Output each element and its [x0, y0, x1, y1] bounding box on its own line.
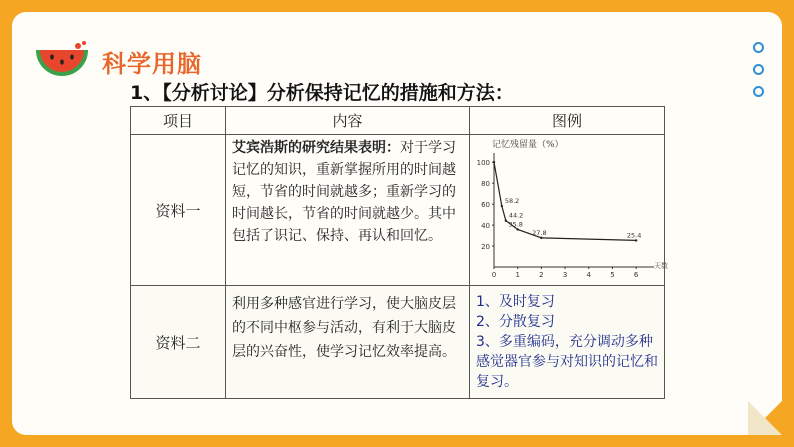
data-label: 58.2: [504, 197, 520, 206]
x-tick-label: 2: [539, 271, 544, 279]
x-tick-label: 1: [515, 271, 520, 279]
chart-title: 记忆残留量（%）: [492, 140, 564, 150]
decorative-dots: [753, 42, 764, 108]
row-label: 资料二: [131, 286, 226, 399]
row-content: 利用多种感官进行学习，使大脑皮层的不同中枢参与活动，有利于大脑皮层的兴奋性，使学习记忆效率提高。: [226, 286, 470, 399]
list-item: 1、及时复习: [476, 294, 555, 310]
row-content: [226, 135, 470, 286]
section-subtitle: 1、【分析讨论】分析保持记忆的措施和方法：: [130, 82, 514, 104]
x-tick-label: 5: [610, 271, 615, 279]
column-header-item: 项目: [131, 107, 226, 135]
data-point: [505, 219, 507, 221]
x-tick-label: 6: [633, 271, 639, 279]
data-point: [516, 228, 518, 230]
data-point: [635, 239, 637, 241]
column-header-content: 内容: [226, 107, 470, 135]
x-tick-label: 4: [586, 271, 592, 279]
data-label: 25.4: [626, 231, 642, 240]
y-tick-label: 40: [481, 222, 490, 231]
list-item: 3、多重编码，充分调动多种感觉器官参与对知识的记忆和复习。: [476, 334, 658, 390]
watermelon-icon: [34, 40, 90, 80]
forgetting-curve-chart: [470, 135, 668, 281]
x-tick-label: 0: [491, 271, 497, 279]
x-tick-label: 3: [562, 271, 568, 279]
table-header-row: [131, 107, 665, 135]
column-header-legend: 图例: [470, 107, 665, 135]
y-tick-label: 80: [481, 180, 490, 189]
dot-icon: [753, 64, 764, 75]
methods-list: [470, 286, 665, 399]
y-tick-label: 20: [481, 243, 490, 252]
page-title: 科学用脑: [102, 50, 202, 78]
data-point: [540, 237, 542, 239]
forgetting-curve-cell: [470, 135, 668, 286]
table-row: [131, 286, 665, 399]
y-tick-label: 60: [481, 201, 490, 210]
dot-icon: [753, 42, 764, 53]
data-point: [501, 205, 503, 207]
data-label: 27.8: [532, 228, 547, 237]
page-fold-corner: [748, 401, 782, 435]
data-label: 44.2: [508, 211, 524, 220]
table-row: [131, 135, 665, 286]
row-label: 资料一: [131, 135, 226, 286]
list-item: 2、分散复习: [476, 314, 555, 330]
content-lead: 艾宾浩斯的研究结果表明：: [232, 140, 400, 156]
data-point: [493, 161, 495, 163]
y-tick-label: 100: [476, 159, 490, 168]
data-label: 35.8: [508, 220, 523, 229]
content-body: 对于学习记忆的知识，重新掌握所用的时间越短，节省的时间就越多；重新学习的时间越长，节省的时间就越少。其中包括了识记、保持、再认和回忆。: [232, 140, 456, 244]
x-axis-label: 天数: [654, 262, 668, 270]
discussion-table: [130, 106, 668, 399]
dot-icon: [753, 86, 764, 97]
